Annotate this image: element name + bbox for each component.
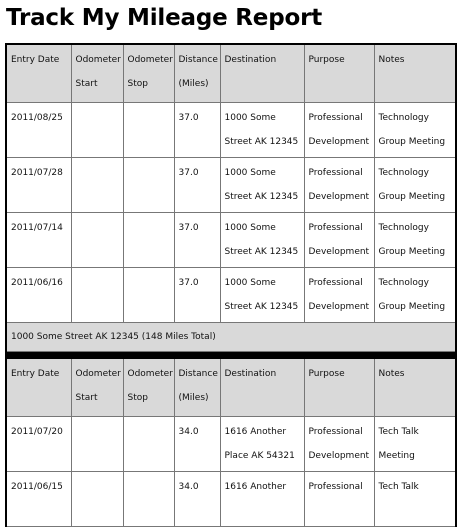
- col-purpose: [304, 213, 374, 268]
- cell-line: Group Meeting: [378, 137, 446, 147]
- header-col-purpose: [304, 44, 374, 103]
- cell-line: Development: [308, 137, 370, 147]
- cell-line: Purpose: [308, 369, 345, 379]
- cell-line: Notes: [378, 369, 405, 379]
- table-row: [6, 268, 456, 323]
- col-odometer-stop: [123, 417, 174, 472]
- cell-line: Technology: [378, 168, 429, 178]
- cell-line: Meeting: [378, 451, 415, 461]
- cell-line: Odometer: [127, 55, 173, 65]
- col-odometer-start: [71, 103, 123, 158]
- col-destination: [220, 268, 304, 323]
- cell-line: Entry Date: [11, 369, 60, 379]
- col-destination: [220, 158, 304, 213]
- cell-line: Place AK 54321: [224, 451, 295, 461]
- col-notes: [374, 472, 456, 527]
- cell-line: 1000 Some: [224, 278, 276, 288]
- col-purpose: [304, 103, 374, 158]
- col-entry-date: 2011/08/25: [6, 103, 71, 158]
- col-distance: 37.0: [174, 158, 220, 213]
- col-purpose: [304, 472, 374, 527]
- cell-line: Notes: [378, 55, 405, 65]
- cell-line: Start: [75, 79, 98, 89]
- table-row: [6, 103, 456, 158]
- cell-line: 1616 Another: [224, 427, 287, 437]
- col-destination: [220, 103, 304, 158]
- col-entry-date: 2011/07/20: [6, 417, 71, 472]
- header-col-notes: [374, 359, 456, 417]
- col-notes: [374, 417, 456, 472]
- table-row: [6, 213, 456, 268]
- cell-line: Odometer: [75, 55, 121, 65]
- col-entry-date: 2011/07/14: [6, 213, 71, 268]
- cell-line: Professional: [308, 168, 363, 178]
- header-col-destination: [220, 44, 304, 103]
- col-purpose: [304, 268, 374, 323]
- cell-line: Group Meeting: [378, 192, 446, 202]
- header-col-distance: [174, 44, 220, 103]
- cell-line: Distance: [178, 369, 218, 379]
- cell-line: Technology: [378, 278, 429, 288]
- cell-line: (Miles): [178, 393, 209, 403]
- col-destination: [220, 472, 304, 527]
- col-entry-date: 2011/06/16: [6, 268, 71, 323]
- cell-line: 1000 Some: [224, 168, 276, 178]
- cell-line: Distance: [178, 55, 218, 65]
- col-distance: 34.0: [174, 472, 220, 527]
- col-odometer-stop: [123, 158, 174, 213]
- header-col-odometer-start: [71, 44, 123, 103]
- cell-line: 1000 Some: [224, 223, 276, 233]
- col-distance: 37.0: [174, 268, 220, 323]
- cell-line: Development: [308, 247, 370, 257]
- group-separator: [6, 352, 456, 359]
- cell-line: Group Meeting: [378, 247, 446, 257]
- cell-line: (Miles): [178, 79, 209, 89]
- col-notes: [374, 268, 456, 323]
- col-purpose: [304, 417, 374, 472]
- header-col-entry-date: [6, 359, 71, 417]
- col-distance: 37.0: [174, 213, 220, 268]
- cell-line: Start: [75, 393, 98, 403]
- col-odometer-start: [71, 417, 123, 472]
- cell-line: Street AK 12345: [224, 247, 299, 257]
- col-odometer-stop: [123, 472, 174, 527]
- header-col-odometer-start: [71, 359, 123, 417]
- header-row: [6, 359, 456, 417]
- header-col-purpose: [304, 359, 374, 417]
- col-odometer-stop: [123, 268, 174, 323]
- cell-line: Tech Talk: [378, 482, 419, 492]
- mileage-table: [5, 43, 457, 527]
- header-col-notes: [374, 44, 456, 103]
- cell-line: Group Meeting: [378, 302, 446, 312]
- cell-line: Destination: [224, 55, 277, 65]
- col-entry-date: 2011/07/28: [6, 158, 71, 213]
- cell-line: Technology: [378, 113, 429, 123]
- table-row: [6, 158, 456, 213]
- cell-line: 1000 Some: [224, 113, 276, 123]
- table-row: [6, 417, 456, 472]
- cell-line: Professional: [308, 427, 363, 437]
- group-summary: 1000 Some Street AK 12345 (148 Miles Total): [6, 323, 456, 352]
- header-col-entry-date: [6, 44, 71, 103]
- col-notes: [374, 213, 456, 268]
- col-odometer-start: [71, 158, 123, 213]
- cell-line: Entry Date: [11, 55, 60, 65]
- separator-bar: [6, 352, 456, 359]
- cell-line: Professional: [308, 223, 363, 233]
- col-purpose: [304, 158, 374, 213]
- col-odometer-start: [71, 213, 123, 268]
- col-destination: [220, 417, 304, 472]
- header-col-destination: [220, 359, 304, 417]
- cell-line: Development: [308, 192, 370, 202]
- cell-line: Odometer: [75, 369, 121, 379]
- cell-line: Destination: [224, 369, 277, 379]
- header-row: [6, 44, 456, 103]
- col-odometer-stop: [123, 213, 174, 268]
- header-col-odometer-stop: [123, 44, 174, 103]
- col-notes: [374, 158, 456, 213]
- col-odometer-start: [71, 472, 123, 527]
- cell-line: Professional: [308, 482, 363, 492]
- cell-line: Street AK 12345: [224, 137, 299, 147]
- cell-line: 1616 Another: [224, 482, 287, 492]
- cell-line: Tech Talk: [378, 427, 419, 437]
- cell-line: Development: [308, 302, 370, 312]
- cell-line: Professional: [308, 113, 363, 123]
- header-col-distance: [174, 359, 220, 417]
- cell-line: Technology: [378, 223, 429, 233]
- cell-line: Street AK 12345: [224, 192, 299, 202]
- col-destination: [220, 213, 304, 268]
- cell-line: Stop: [127, 393, 148, 403]
- col-entry-date: 2011/06/15: [6, 472, 71, 527]
- table-row: [6, 472, 456, 527]
- cell-line: Stop: [127, 79, 148, 89]
- col-odometer-stop: [123, 103, 174, 158]
- cell-line: Development: [308, 451, 370, 461]
- group-summary-row: [6, 323, 456, 352]
- cell-line: Street AK 12345: [224, 302, 299, 312]
- header-col-odometer-stop: [123, 359, 174, 417]
- col-distance: 34.0: [174, 417, 220, 472]
- col-notes: [374, 103, 456, 158]
- cell-line: Purpose: [308, 55, 345, 65]
- col-odometer-start: [71, 268, 123, 323]
- col-distance: 37.0: [174, 103, 220, 158]
- page-title: Track My Mileage Report: [6, 5, 323, 31]
- cell-line: Odometer: [127, 369, 173, 379]
- cell-line: Professional: [308, 278, 363, 288]
